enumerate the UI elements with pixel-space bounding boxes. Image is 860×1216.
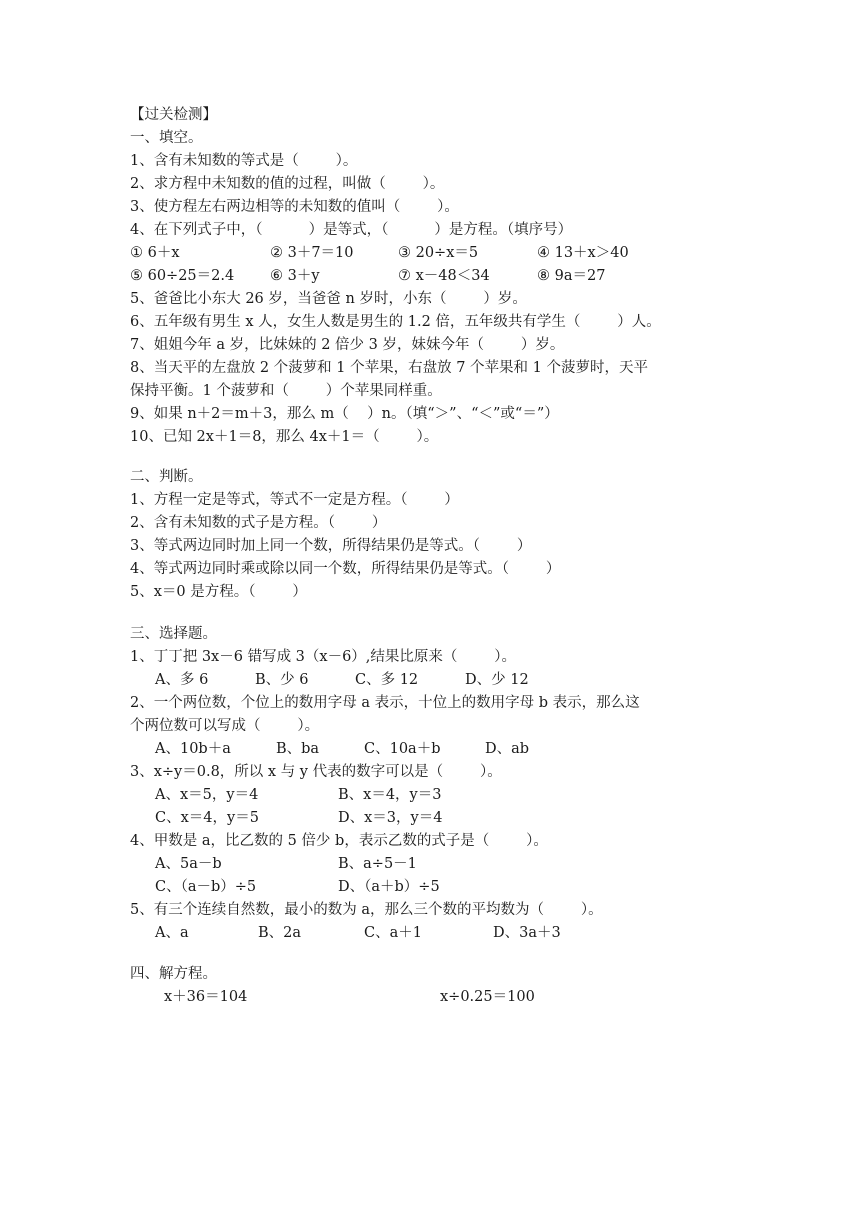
equation-1: x＋36＝104 bbox=[164, 989, 248, 1005]
s3-q2-option: C、10a＋b bbox=[364, 741, 441, 757]
s1-question-2: 2、求方程中未知数的值的过程，叫做（ ）。 bbox=[130, 176, 445, 192]
s1-question-8-cont: 保持平衡。1 个菠萝和（ ）个苹果同样重。 bbox=[130, 383, 442, 399]
s2-question-3: 3、等式两边同时加上同一个数，所得结果仍是等式。（ ） bbox=[130, 538, 532, 554]
s1-q4-option: ⑦ x－48＜34 bbox=[398, 268, 490, 284]
s3-q4-option: B、a÷5－1 bbox=[338, 856, 417, 872]
section4-title: 四、解方程。 bbox=[130, 966, 217, 982]
s1-q4-option: ④ 13＋x＞40 bbox=[537, 245, 629, 261]
s3-q4-option: C、（a－b）÷5 bbox=[155, 879, 257, 895]
s1-q4-option: ③ 20÷x＝5 bbox=[398, 245, 479, 261]
s3-question-2-cont: 个两位数可以写成（ ）。 bbox=[130, 718, 320, 734]
s1-q4-option: ⑧ 9a＝27 bbox=[537, 268, 606, 284]
s3-q2-option: D、ab bbox=[485, 741, 530, 757]
section2-title: 二、判断。 bbox=[130, 469, 203, 485]
s3-q4-option: A、5a－b bbox=[155, 856, 222, 872]
s1-question-10: 10、已知 2x＋1＝8，那么 4x＋1＝（ ）。 bbox=[130, 429, 439, 445]
header-title: 【过关检测】 bbox=[130, 107, 217, 123]
s1-question-9: 9、如果 n＋2＝m＋3，那么 m（ ）n。（填“＞”、“＜”或“＝”） bbox=[130, 406, 559, 422]
s3-q5-option: A、a bbox=[155, 925, 189, 941]
s2-question-2: 2、含有未知数的式子是方程。（ ） bbox=[130, 515, 387, 531]
s2-question-1: 1、方程一定是等式，等式不一定是方程。（ ） bbox=[130, 492, 459, 508]
s1-q4-option: ⑥ 3＋y bbox=[270, 268, 320, 284]
s1-q4-option: ① 6＋x bbox=[130, 245, 180, 261]
s3-q3-option: A、x＝5，y＝4 bbox=[155, 787, 259, 803]
s3-q1-option: B、少 6 bbox=[255, 672, 309, 688]
s3-q5-option: B、2a bbox=[258, 925, 302, 941]
s3-q5-option: D、3a＋3 bbox=[493, 925, 561, 941]
s1-question-4: 4、在下列式子中，（ ）是等式，（ ）是方程。（填序号） bbox=[130, 222, 573, 238]
equation-2: x÷0.25＝100 bbox=[440, 989, 535, 1005]
s3-question-5: 5、有三个连续自然数，最小的数为 a，那么三个数的平均数为（ ）。 bbox=[130, 902, 603, 918]
s1-question-6: 6、五年级有男生 x 人，女生人数是男生的 1.2 倍，五年级共有学生（ ）人。 bbox=[130, 314, 661, 330]
s3-q3-option: D、x＝3，y＝4 bbox=[338, 810, 443, 826]
s2-question-4: 4、等式两边同时乘或除以同一个数，所得结果仍是等式。（ ） bbox=[130, 561, 561, 577]
s3-q1-option: C、多 12 bbox=[355, 672, 419, 688]
s3-question-3: 3、x÷y＝0.8，所以 x 与 y 代表的数字可以是（ ）。 bbox=[130, 764, 502, 780]
s3-q3-option: B、x＝4，y＝3 bbox=[338, 787, 442, 803]
s1-q4-option: ⑤ 60÷25＝2.4 bbox=[130, 268, 235, 284]
s3-question-4: 4、甲数是 a，比乙数的 5 倍少 b，表示乙数的式子是（ ）。 bbox=[130, 833, 548, 849]
s3-q3-option: C、x＝4，y＝5 bbox=[155, 810, 259, 826]
s3-question-2: 2、一个两位数，个位上的数用字母 a 表示，十位上的数用字母 b 表示，那么这 bbox=[130, 695, 640, 711]
s3-q4-option: D、（a＋b）÷5 bbox=[338, 879, 440, 895]
s3-q5-option: C、a＋1 bbox=[364, 925, 422, 941]
s3-q1-option: A、多 6 bbox=[155, 672, 209, 688]
s1-question-7: 7、姐姐今年 a 岁，比妹妹的 2 倍少 3 岁，妹妹今年（ ）岁。 bbox=[130, 337, 565, 353]
s3-q2-option: A、10b＋a bbox=[155, 741, 231, 757]
s1-question-1: 1、含有未知数的等式是（ ）。 bbox=[130, 153, 358, 169]
section1-title: 一、填空。 bbox=[130, 130, 203, 146]
s1-q4-option: ② 3＋7＝10 bbox=[270, 245, 354, 261]
s3-q1-option: D、少 12 bbox=[465, 672, 529, 688]
s1-question-5: 5、爸爸比小东大 26 岁，当爸爸 n 岁时，小东（ ）岁。 bbox=[130, 291, 527, 307]
s2-question-5: 5、x＝0 是方程。（ ） bbox=[130, 584, 307, 600]
s1-question-8: 8、当天平的左盘放 2 个菠萝和 1 个苹果，右盘放 7 个苹果和 1 个菠萝时，天平 bbox=[130, 360, 648, 376]
s3-q2-option: B、ba bbox=[276, 741, 320, 757]
s1-question-3: 3、使方程左右两边相等的未知数的值叫（ ）。 bbox=[130, 199, 459, 215]
section3-title: 三、选择题。 bbox=[130, 626, 217, 642]
s3-question-1: 1、丁丁把 3x－6 错写成 3（x－6）,结果比原来（ ）。 bbox=[130, 649, 517, 665]
